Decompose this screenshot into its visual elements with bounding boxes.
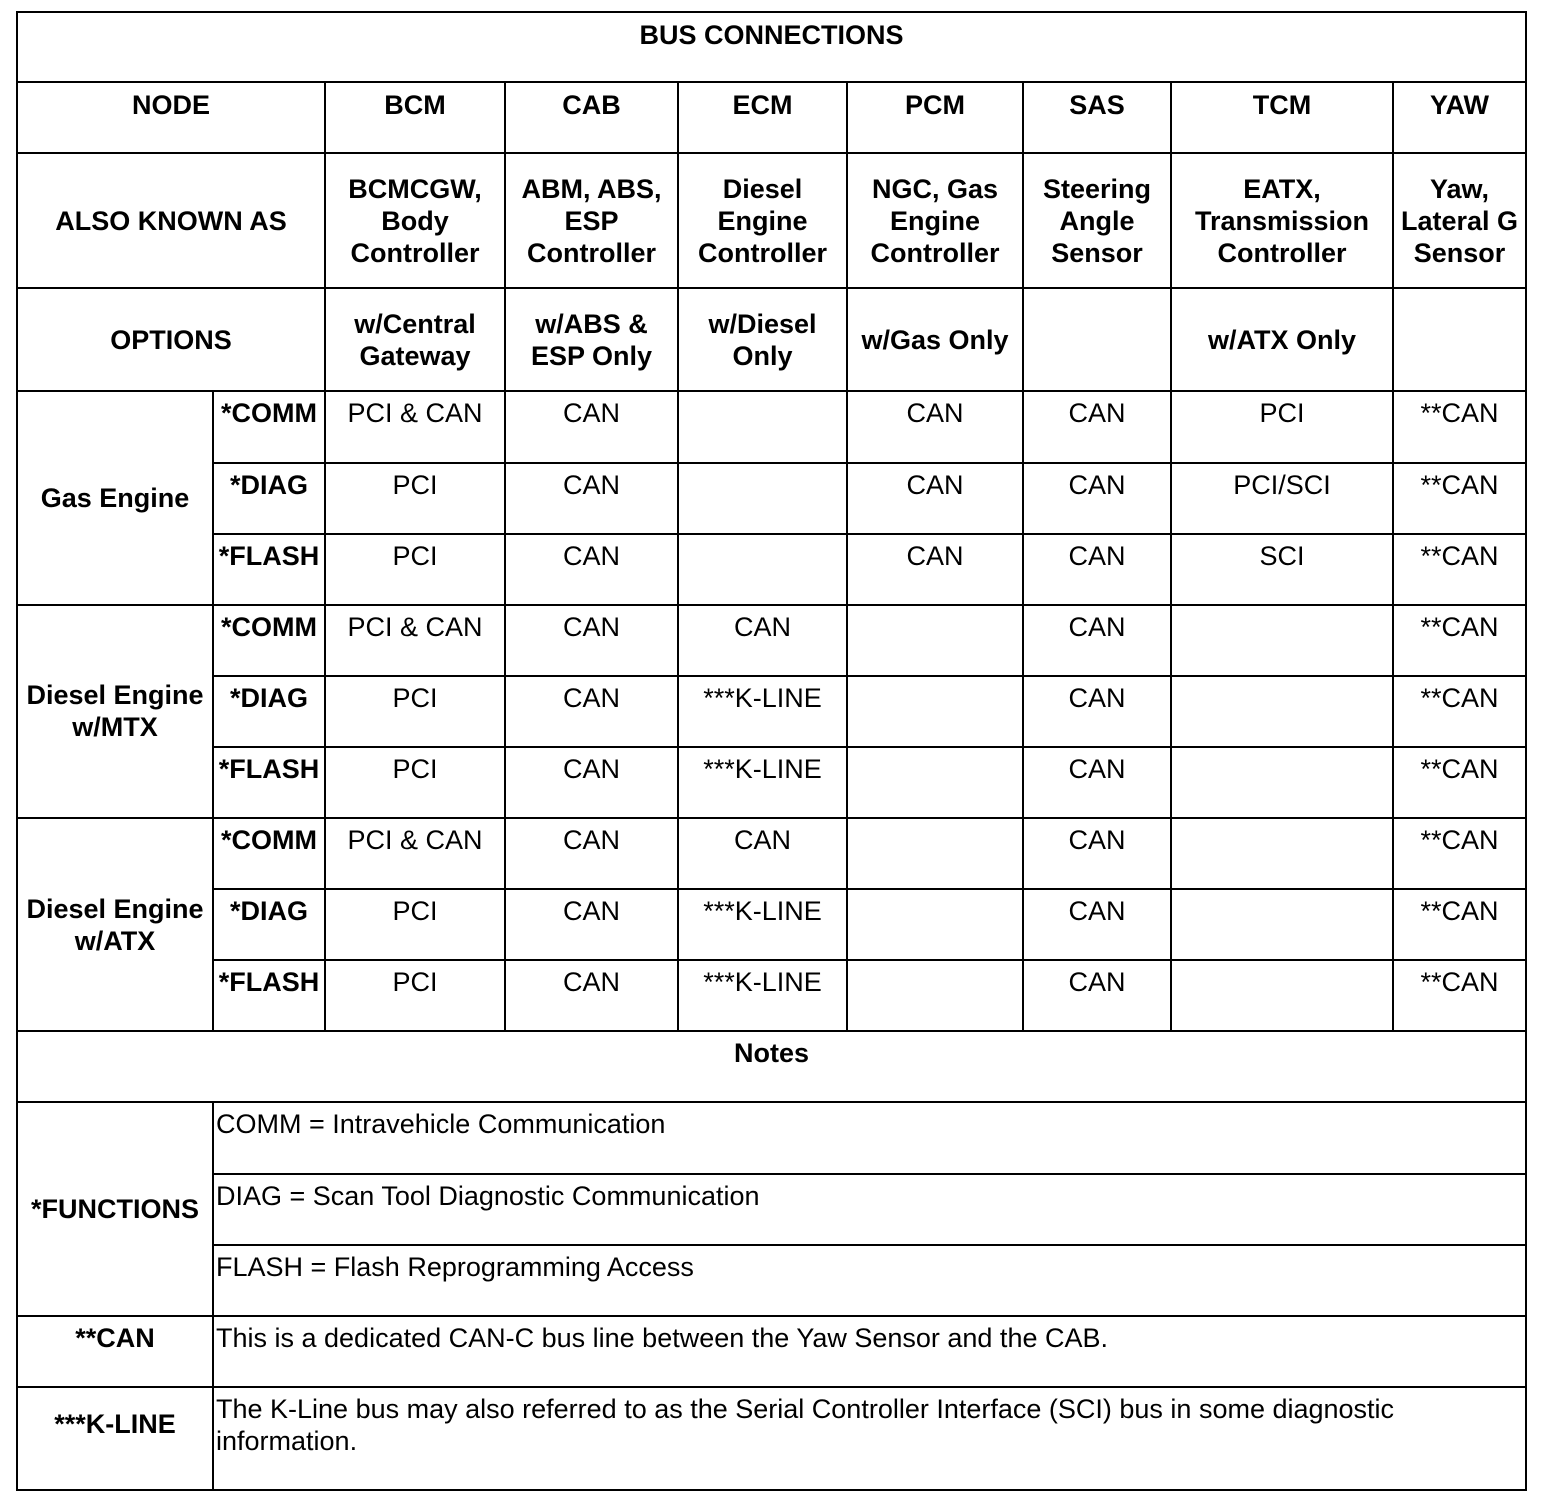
cell-yaw: **CAN	[1393, 391, 1526, 462]
cell-cab: CAN	[505, 676, 678, 747]
table-row	[17, 889, 1526, 960]
cell-pcm	[847, 605, 1023, 676]
cell-ecm: ***K-LINE	[678, 960, 847, 1031]
node-ecm: ECM	[678, 82, 847, 153]
cell-sas: CAN	[1023, 960, 1171, 1031]
table-row	[17, 391, 1526, 462]
cell-bcm: PCI	[325, 463, 505, 534]
cell-sas: CAN	[1023, 818, 1171, 889]
note-row	[17, 1316, 1526, 1387]
cell-cab: CAN	[505, 747, 678, 818]
function-label: *FLASH	[213, 534, 325, 605]
option-tcm: w/ATX Only	[1171, 288, 1393, 391]
table-row	[17, 818, 1526, 889]
cell-sas: CAN	[1023, 463, 1171, 534]
cell-bcm: PCI & CAN	[325, 391, 505, 462]
note-comm: COMM = Intravehicle Communication	[213, 1102, 1526, 1173]
function-label: *DIAG	[213, 463, 325, 534]
option-bcm: w/Central Gateway	[325, 288, 505, 391]
cell-tcm: SCI	[1171, 534, 1393, 605]
aka-pcm: NGC, Gas Engine Controller	[847, 153, 1023, 288]
cell-pcm	[847, 960, 1023, 1031]
cell-bcm: PCI	[325, 676, 505, 747]
group-label-diesel-mtx: Diesel Engine w/MTX	[17, 605, 213, 818]
note-flash: FLASH = Flash Reprogramming Access	[213, 1245, 1526, 1316]
group-label-gas-engine: Gas Engine	[17, 391, 213, 604]
cell-cab: CAN	[505, 818, 678, 889]
group-label-diesel-atx: Diesel Engine w/ATX	[17, 818, 213, 1031]
table-row	[17, 676, 1526, 747]
cell-bcm: PCI	[325, 889, 505, 960]
node-cab: CAB	[505, 82, 678, 153]
note-diag: DIAG = Scan Tool Diagnostic Communication	[213, 1174, 1526, 1245]
options-row	[17, 288, 1526, 391]
cell-ecm: CAN	[678, 605, 847, 676]
option-cab: w/ABS & ESP Only	[505, 288, 678, 391]
aka-bcm: BCMCGW, Body Controller	[325, 153, 505, 288]
cell-sas: CAN	[1023, 534, 1171, 605]
aka-ecm: Diesel Engine Controller	[678, 153, 847, 288]
cell-sas: CAN	[1023, 889, 1171, 960]
cell-bcm: PCI & CAN	[325, 818, 505, 889]
option-pcm: w/Gas Only	[847, 288, 1023, 391]
function-label: *FLASH	[213, 747, 325, 818]
cell-cab: CAN	[505, 463, 678, 534]
cell-yaw: **CAN	[1393, 889, 1526, 960]
cell-tcm: PCI	[1171, 391, 1393, 462]
aka-tcm: EATX, Transmission Controller	[1171, 153, 1393, 288]
note-row	[17, 1102, 1526, 1173]
can-note-text: This is a dedicated CAN-C bus line between the Yaw Sensor and the CAB.	[213, 1316, 1526, 1387]
table-row	[17, 747, 1526, 818]
cell-cab: CAN	[505, 534, 678, 605]
table-row	[17, 463, 1526, 534]
cell-ecm	[678, 463, 847, 534]
option-yaw	[1393, 288, 1526, 391]
cell-cab: CAN	[505, 889, 678, 960]
aka-cab: ABM, ABS, ESP Controller	[505, 153, 678, 288]
kline-note-text: The K-Line bus may also referred to as the Serial Controller Interface (SCI) bus in some diagnostic information.	[213, 1387, 1526, 1490]
cell-yaw: **CAN	[1393, 463, 1526, 534]
note-row	[17, 1245, 1526, 1316]
aka-yaw: Yaw, Lateral G Sensor	[1393, 153, 1526, 288]
cell-tcm	[1171, 818, 1393, 889]
function-label: *DIAG	[213, 889, 325, 960]
cell-ecm: ***K-LINE	[678, 889, 847, 960]
cell-ecm: ***K-LINE	[678, 747, 847, 818]
cell-pcm: CAN	[847, 534, 1023, 605]
also-known-as-label: ALSO KNOWN AS	[17, 153, 325, 288]
cell-yaw: **CAN	[1393, 960, 1526, 1031]
also-known-as-row	[17, 153, 1526, 288]
cell-ecm: CAN	[678, 818, 847, 889]
notes-heading: Notes	[17, 1031, 1526, 1102]
cell-ecm	[678, 534, 847, 605]
function-label: *COMM	[213, 605, 325, 676]
note-row	[17, 1387, 1526, 1490]
cell-bcm: PCI	[325, 747, 505, 818]
table-row	[17, 534, 1526, 605]
cell-pcm: CAN	[847, 391, 1023, 462]
cell-sas: CAN	[1023, 747, 1171, 818]
cell-yaw: **CAN	[1393, 747, 1526, 818]
cell-tcm	[1171, 960, 1393, 1031]
cell-cab: CAN	[505, 605, 678, 676]
cell-yaw: **CAN	[1393, 534, 1526, 605]
cell-ecm: ***K-LINE	[678, 676, 847, 747]
cell-sas: CAN	[1023, 605, 1171, 676]
table-row	[17, 605, 1526, 676]
cell-bcm: PCI	[325, 960, 505, 1031]
option-sas	[1023, 288, 1171, 391]
note-row	[17, 1174, 1526, 1245]
function-label: *COMM	[213, 818, 325, 889]
kline-note-label: ***K-LINE	[17, 1387, 213, 1490]
cell-cab: CAN	[505, 391, 678, 462]
cell-pcm: CAN	[847, 463, 1023, 534]
node-label: NODE	[17, 82, 325, 153]
table-row	[17, 960, 1526, 1031]
cell-cab: CAN	[505, 960, 678, 1031]
cell-yaw: **CAN	[1393, 676, 1526, 747]
cell-tcm	[1171, 605, 1393, 676]
node-pcm: PCM	[847, 82, 1023, 153]
cell-tcm	[1171, 889, 1393, 960]
can-note-label: **CAN	[17, 1316, 213, 1387]
cell-sas: CAN	[1023, 676, 1171, 747]
node-bcm: BCM	[325, 82, 505, 153]
cell-sas: CAN	[1023, 391, 1171, 462]
cell-bcm: PCI	[325, 534, 505, 605]
options-label: OPTIONS	[17, 288, 325, 391]
functions-label: *FUNCTIONS	[17, 1102, 213, 1315]
cell-bcm: PCI & CAN	[325, 605, 505, 676]
function-label: *DIAG	[213, 676, 325, 747]
cell-yaw: **CAN	[1393, 605, 1526, 676]
cell-yaw: **CAN	[1393, 818, 1526, 889]
node-tcm: TCM	[1171, 82, 1393, 153]
aka-sas: Steering Angle Sensor	[1023, 153, 1171, 288]
cell-pcm	[847, 676, 1023, 747]
function-label: *COMM	[213, 391, 325, 462]
node-header-row	[17, 82, 1526, 153]
cell-pcm	[847, 889, 1023, 960]
cell-pcm	[847, 818, 1023, 889]
node-sas: SAS	[1023, 82, 1171, 153]
function-label: *FLASH	[213, 960, 325, 1031]
cell-tcm	[1171, 676, 1393, 747]
cell-tcm	[1171, 747, 1393, 818]
cell-ecm	[678, 391, 847, 462]
bus-connections-table	[16, 11, 1527, 1491]
table-title: BUS CONNECTIONS	[17, 12, 1526, 82]
cell-pcm	[847, 747, 1023, 818]
option-ecm: w/Diesel Only	[678, 288, 847, 391]
cell-tcm: PCI/SCI	[1171, 463, 1393, 534]
node-yaw: YAW	[1393, 82, 1526, 153]
